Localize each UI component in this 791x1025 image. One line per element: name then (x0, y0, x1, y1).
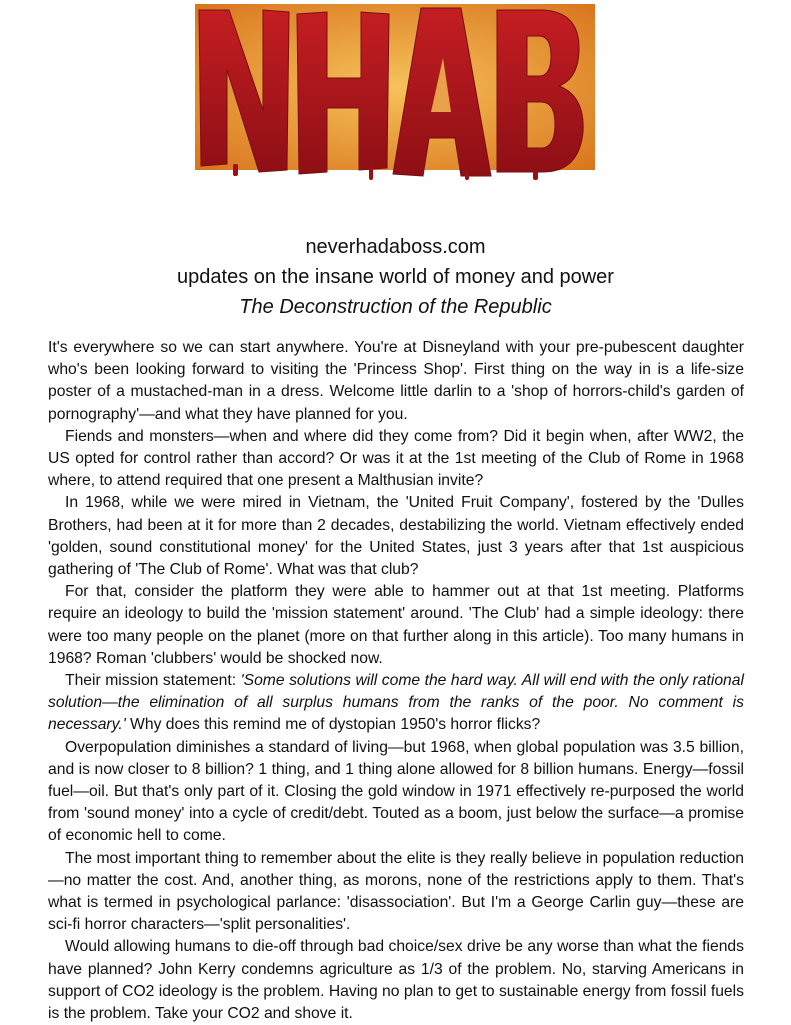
mission-rest: Why does this remind me of dystopian 1950's horror flicks? (125, 716, 541, 734)
article-subtitle: The Deconstruction of the Republic (239, 296, 552, 318)
mission-intro: Their mission statement: (65, 672, 241, 690)
site-name: neverhadaboss.com (305, 236, 486, 258)
article-body (48, 337, 744, 1025)
article-paragraph: Fiends and monsters—when and where did they come from? Did it begin when, after WW2, the US opted for control rather than accord? Or was it at the 1st meeting of the Club of Rome in 1968 where, to attend required that one present a Malthusian invite? (48, 427, 744, 490)
article-paragraph: The most important thing to remember about the elite is they really believe in population reduction—no matter the cost. And, another thing, as morons, none of the restrictions apply to them. That's what is termed in psychological parlance: 'disassociation'. But I'm a George Carlin guy—these are sci-fi horror characters—'split personalities'. (48, 849, 744, 934)
article-paragraph (48, 670, 744, 737)
nhab-logo-image (193, 0, 597, 182)
article-paragraph: It's everywhere so we can start anywhere. You're at Disneyland with your pre-pubescent daughter who's been looking forward to visiting the 'Princess Shop'. First thing on the way in is a life-size poster of a mustached-man in a dress. Welcome little darlin to a 'shop of horrors-child's garden of pornography'—and what they have planned for you. (48, 339, 744, 423)
article-paragraph: In 1968, while we were mired in Vietnam, the 'United Fruit Company', fostered by the 'Dulles Brothers, had been at it for more than 2 decades, destabilizing the world. Vietnam effectively ended 'golden, sound constitutional money' for the United States, just 3 years after that 1st auspicious gathering of 'The Club of Rome'. What was that club? (48, 494, 744, 579)
article-paragraph: For that, consider the platform they were able to hammer out at that 1st meeting. Platforms require an ideology to build the 'mission statement' around. 'The Club' had a simple ideology: there were too many people on the planet (more on that further along in this article). Too many humans in 1968? Roman 'clubbers' would be shocked now. (48, 583, 744, 667)
article-paragraph: Overpopulation diminishes a standard of living—but 1968, when global population was 3.5 billion, and is now closer to 8 billion? 1 thing, and 1 thing alone allowed for 8 billion humans. Energy—fossil fuel—oil. But that's only part of it. Closing the gold window in 1971 effectively re-purposed the world from 'sound money' into a cycle of credit/debt. Touted as a boom, just below the surface—a promise of economic hell to come. (48, 738, 744, 845)
site-tagline: updates on the insane world of money and power (177, 266, 614, 288)
article-paragraph: Would allowing humans to die-off through bad choice/sex drive be any worse than what the fiends have planned? John Kerry condemns agriculture as 1/3 of the problem. No, starving Americans in support of CO2 ideology is the problem. Having no plan to get to sustainable energy from fossil fuels is the problem. Take your CO2 and shove it. (48, 938, 744, 1023)
nhab-logo (193, 0, 597, 182)
page-header (0, 232, 791, 322)
mission-quote: 'Some solutions will come the hard way. All will end with the only rational solution—the elimination of all surplus humans from the ranks of the poor. No comment is necessary.' (48, 672, 744, 734)
